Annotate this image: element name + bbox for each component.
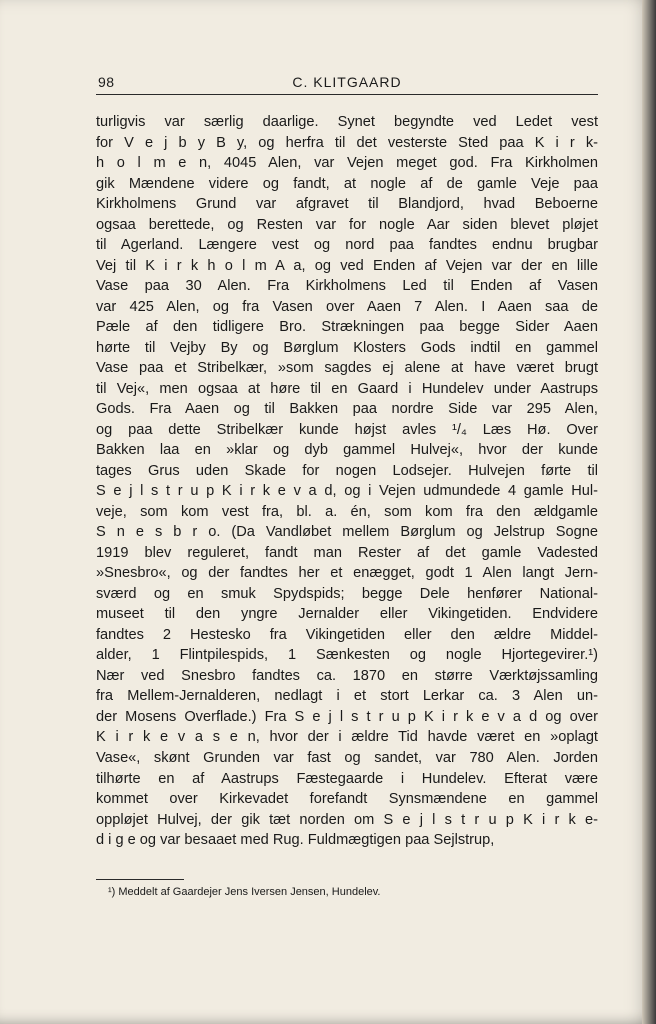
body-line: Pæle af den tidligere Bro. Strækningen paa begge Sider Aaen — [96, 319, 598, 336]
body-line: Vase paa 30 Alen. Fra Kirkholmens Led til Enden af Vasen — [96, 278, 598, 295]
body-line: S e j l s t r u p K i r k e v a d, og i Vejen udmundede 4 gamle Hul- — [96, 483, 598, 500]
body-line: Nær ved Snesbro fandtes ca. 1870 en større Værktøjssamling — [96, 667, 598, 684]
body-line: d i g e og var besaaet med Rug. Fuldmægtigen paa Sejlstrup, — [96, 832, 495, 849]
body-text — [96, 112, 598, 851]
body-line: Kirkholmens Grund var afgravet til Blandjord, hvad Beboerne — [96, 196, 598, 213]
body-line: var 425 Alen, og fra Vasen over Aaen 7 Alen. I Aaen saa de — [96, 298, 598, 315]
body-line: for V e j b y B y, og herfra til det vesterste Sted paa K i r k- — [96, 134, 598, 151]
body-line: fandtes 2 Hestesko fra Vikingetiden eller den ældre Middel- — [96, 626, 598, 643]
running-head: C. KLITGAARD — [292, 74, 402, 90]
body-line: til Agerland. Længere vest og nord paa fandtes endnu brugbar — [96, 237, 598, 254]
body-line: oppløjet Hulvej, der gik tæt norden om S e j l s t r u p K i r k e- — [96, 811, 598, 828]
body-line: Vase paa et Stribelkær, »som sagdes ej alene at have været brugt — [96, 360, 598, 377]
body-line: museet til den yngre Jernalder eller Vikingetiden. Endvidere — [96, 606, 598, 623]
body-line: sværd og en smuk Spydspids; begge Dele henfører National- — [96, 585, 598, 602]
body-line: til Vej«, men ogsaa at høre til en Gaard i Hundelev under Aastrups — [96, 380, 598, 397]
body-line: der Mosens Overflade.) Fra S e j l s t r u p K i r k e v a d og over — [96, 708, 598, 725]
body-line: K i r k e v a s e n, hvor der i ældre Tid havde været en »oplagt — [96, 729, 598, 746]
body-line: 1919 blev reguleret, fandt man Rester af det gamle Vadested — [96, 544, 598, 561]
footnote-rule — [96, 879, 184, 880]
body-line: Gods. Fra Aaen og til Bakken paa nordre Side var 295 Alen, — [96, 401, 598, 418]
footnote: ¹) Meddelt af Gaardejer Jens Iversen Jensen, Hundelev. — [108, 886, 381, 898]
body-line: S n e s b r o. (Da Vandløbet mellem Børglum og Jelstrup Sogne — [96, 524, 598, 541]
body-line: ogsaa berettede, og Resten var for nogle Aar siden blevet pløjet — [96, 216, 598, 233]
body-line: veje, som kom vest fra, bl. a. én, som kom fra den ældgamle — [96, 503, 598, 520]
body-line: turligvis var særlig daarlige. Synet begyndte ved Ledet vest — [96, 114, 598, 130]
body-line: »Snesbro«, og der fandtes her et enægget, godt 1 Alen langt Jern- — [96, 565, 598, 582]
body-line: gik Mændene videre og fandt, at nogle af de gamle Veje paa — [96, 175, 598, 192]
body-line: og paa dette Stribelkær kunde højst avles ¹/₄ Læs Hø. Over — [96, 421, 598, 438]
body-line: fra Mellem-Jernalderen, nedlagt i et stort Lerkar ca. 3 Alen un- — [96, 688, 598, 705]
body-line: kommet over Kirkevadet forefandt Synsmændene en gammel — [96, 791, 598, 808]
body-line: tilhørte en af Aastrups Fæstegaarde i Hundelev. Efterat være — [96, 770, 598, 787]
body-line: alder, 1 Flintpilespids, 1 Sænkesten og nogle Hjortegevirer.¹) — [96, 647, 598, 664]
body-line: Vase«, skønt Grunden var fast og sandet, var 780 Alen. Jorden — [96, 749, 598, 766]
body-line: hørte til Vejby By og Børglum Klosters Gods indtil en gammel — [96, 339, 598, 356]
body-line: Vej til K i r k h o l m A a, og ved Enden af Vejen var der en lille — [96, 257, 598, 274]
body-line: h o l m e n, 4045 Alen, var Vejen meget god. Fra Kirkholmen — [96, 155, 598, 172]
body-line: Bakken laa en »klar og dyb gammel Hulvej«, hvor der kunde — [96, 442, 598, 459]
page-edge-shadow — [642, 0, 656, 1024]
page-header — [96, 72, 598, 95]
body-line: tages Grus uden Skade for nogen Lodsejer. Hulvejen førte til — [96, 462, 598, 479]
page-number: 98 — [98, 74, 115, 90]
